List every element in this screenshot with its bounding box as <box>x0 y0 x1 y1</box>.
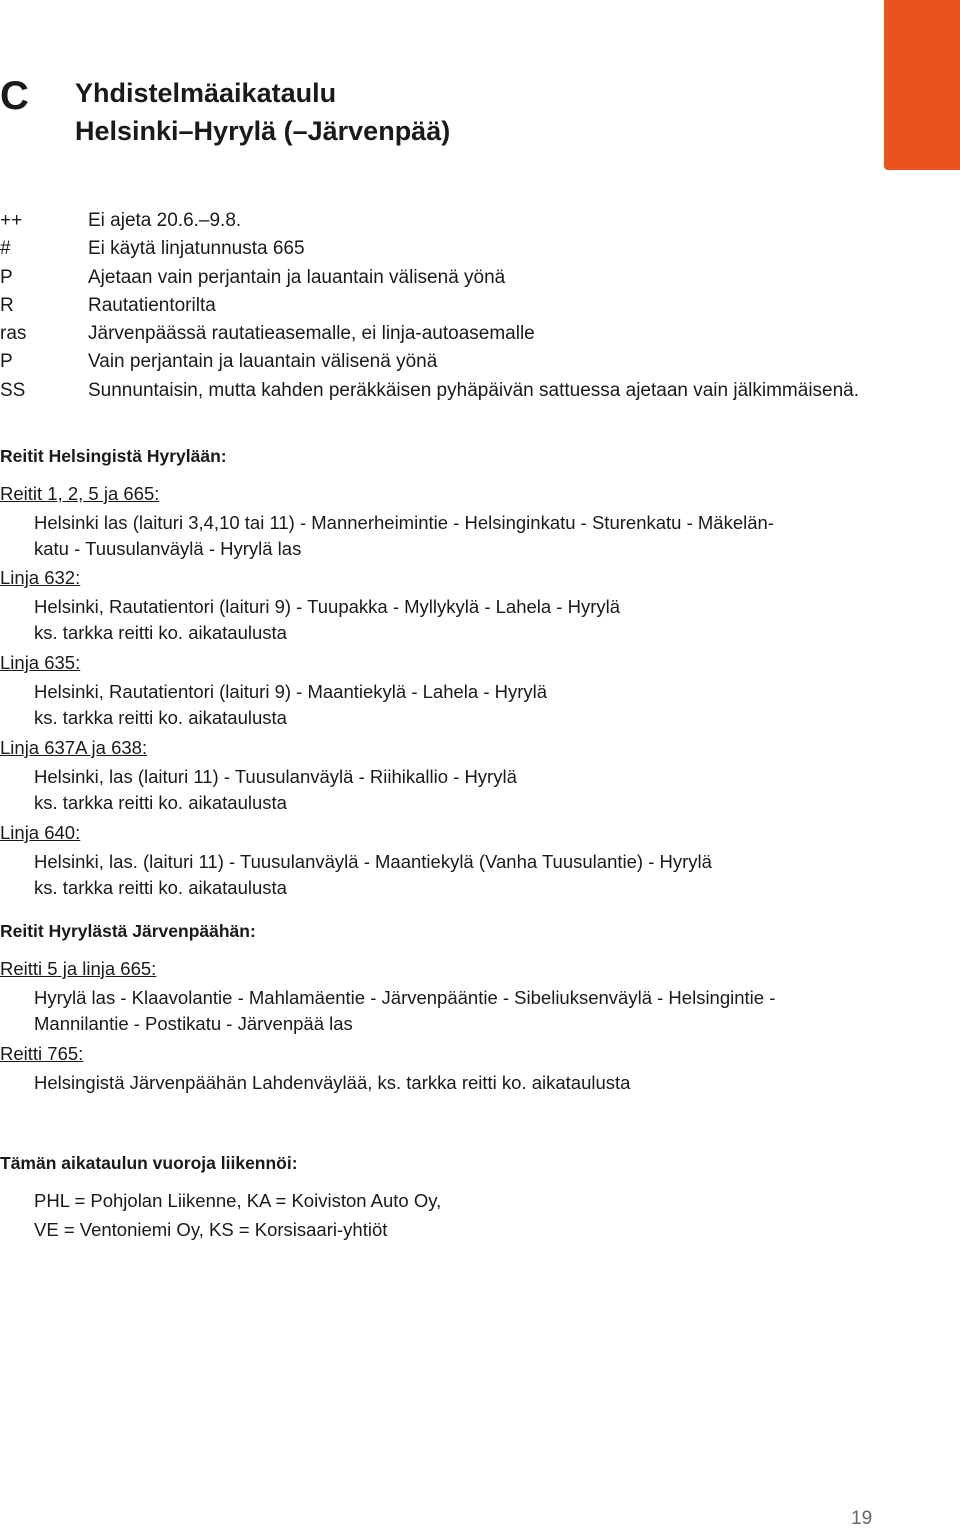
section-heading: Tämän aikataulun vuoroja liikennöi: <box>0 1153 298 1173</box>
routes-to-jarvenpaa <box>0 918 900 944</box>
legend-desc: Ajetaan vain perjantain ja lauantain välisenä yönä <box>88 266 506 288</box>
section-heading: Reitit Helsingistä Hyrylään: <box>0 446 227 466</box>
legend-desc: Ei ajeta 20.6.–9.8. <box>88 210 242 231</box>
route-label: Linja 637A ja 638: <box>0 737 148 758</box>
route-label: Reitti 5 ja linja 665: <box>0 958 157 979</box>
section-tab <box>884 0 960 170</box>
section-letter: C <box>0 74 29 118</box>
route-label: Linja 640: <box>0 822 81 843</box>
page-number: 19 <box>851 1508 873 1529</box>
legend-desc: Rautatientorilta <box>88 294 216 316</box>
legend-row <box>0 207 880 235</box>
legend-row <box>0 348 880 376</box>
page-title <box>75 74 450 150</box>
route-label: Reitti 765: <box>0 1043 84 1064</box>
route-line: ks. tarkka reitti ko. aikataulusta <box>34 791 287 813</box>
route-block <box>0 650 900 730</box>
route-line: katu - Tuusulanväylä - Hyrylä las <box>34 537 302 559</box>
legend-desc: Sunnuntaisin, mutta kahden peräkkäisen pyhäpäivän sattuessa ajetaan vain jälkimmäisenä. <box>88 379 860 401</box>
route-line: Helsinki, Rautatientori (laituri 9) - Maantiekylä - Lahela - Hyrylä <box>34 681 548 702</box>
title-line-1: Yhdistelmäaikataulu <box>75 78 337 108</box>
route-label: Linja 635: <box>0 652 81 673</box>
route-line: Mannilantie - Postikatu - Järvenpää las <box>34 1012 353 1034</box>
legend-row <box>0 377 880 405</box>
legend-code: SS <box>0 379 26 401</box>
route-line: ks. tarkka reitti ko. aikataulusta <box>34 621 287 643</box>
route-line: Helsinki, Rautatientori (laituri 9) - Tuupakka - Myllykylä - Lahela - Hyrylä <box>34 596 621 617</box>
legend-desc: Järvenpäässä rautatieasemalle, ei linja-autoasemalle <box>88 323 535 345</box>
operators <box>0 1150 900 1244</box>
route-line: ks. tarkka reitti ko. aikataulusta <box>34 876 287 898</box>
route-label: Linja 632: <box>0 567 81 588</box>
legend-code: P <box>0 266 13 288</box>
legend-row <box>0 320 880 348</box>
legend-row <box>0 264 880 292</box>
route-line: Helsingistä Järvenpäähän Lahdenväylää, ks. tarkka reitti ko. aikataulusta <box>34 1072 631 1093</box>
legend-code: ++ <box>0 210 23 231</box>
legend-code: ras <box>0 323 27 345</box>
operator-line: PHL = Pohjolan Liikenne, KA = Koiviston Auto Oy, <box>34 1190 442 1211</box>
route-line: ks. tarkka reitti ko. aikataulusta <box>34 706 287 728</box>
route-line: Helsinki, las (laituri 11) - Tuusulanväylä - Riihikallio - Hyrylä <box>34 766 517 787</box>
title-line-2: Helsinki–Hyrylä (–Järvenpää) <box>75 116 451 146</box>
route-block <box>0 565 900 645</box>
legend <box>0 207 880 405</box>
legend-row <box>0 292 880 320</box>
route-block <box>0 820 900 900</box>
legend-code: P <box>0 351 13 373</box>
route-block <box>0 735 900 815</box>
route-line: Helsinki las (laituri 3,4,10 tai 11) - Mannerheimintie - Helsinginkatu - Sturenkatu - Mäkelän- <box>34 512 774 533</box>
route-line: Hyrylä las - Klaavolantie - Mahlamäentie - Järvenpääntie - Sibeliuksenväylä - Helsingintie - <box>34 987 776 1008</box>
route-line: Helsinki, las. (laituri 11) - Tuusulanväylä - Maantiekylä (Vanha Tuusulantie) - Hyrylä <box>34 851 712 872</box>
legend-code: # <box>0 238 11 260</box>
route-block <box>0 1041 900 1096</box>
section-heading: Reitit Hyrylästä Järvenpäähän: <box>0 921 256 941</box>
operator-line: VE = Ventoniemi Oy, KS = Korsisaari-yhtiöt <box>34 1219 388 1240</box>
routes-to-hyryla <box>0 443 900 469</box>
legend-desc: Vain perjantain ja lauantain välisenä yönä <box>88 351 438 373</box>
legend-desc: Ei käytä linjatunnusta 665 <box>88 238 305 260</box>
route-label: Reitit 1, 2, 5 ja 665: <box>0 483 160 504</box>
route-block <box>0 481 900 561</box>
legend-row <box>0 235 880 263</box>
route-block <box>0 956 900 1036</box>
legend-code: R <box>0 294 14 316</box>
